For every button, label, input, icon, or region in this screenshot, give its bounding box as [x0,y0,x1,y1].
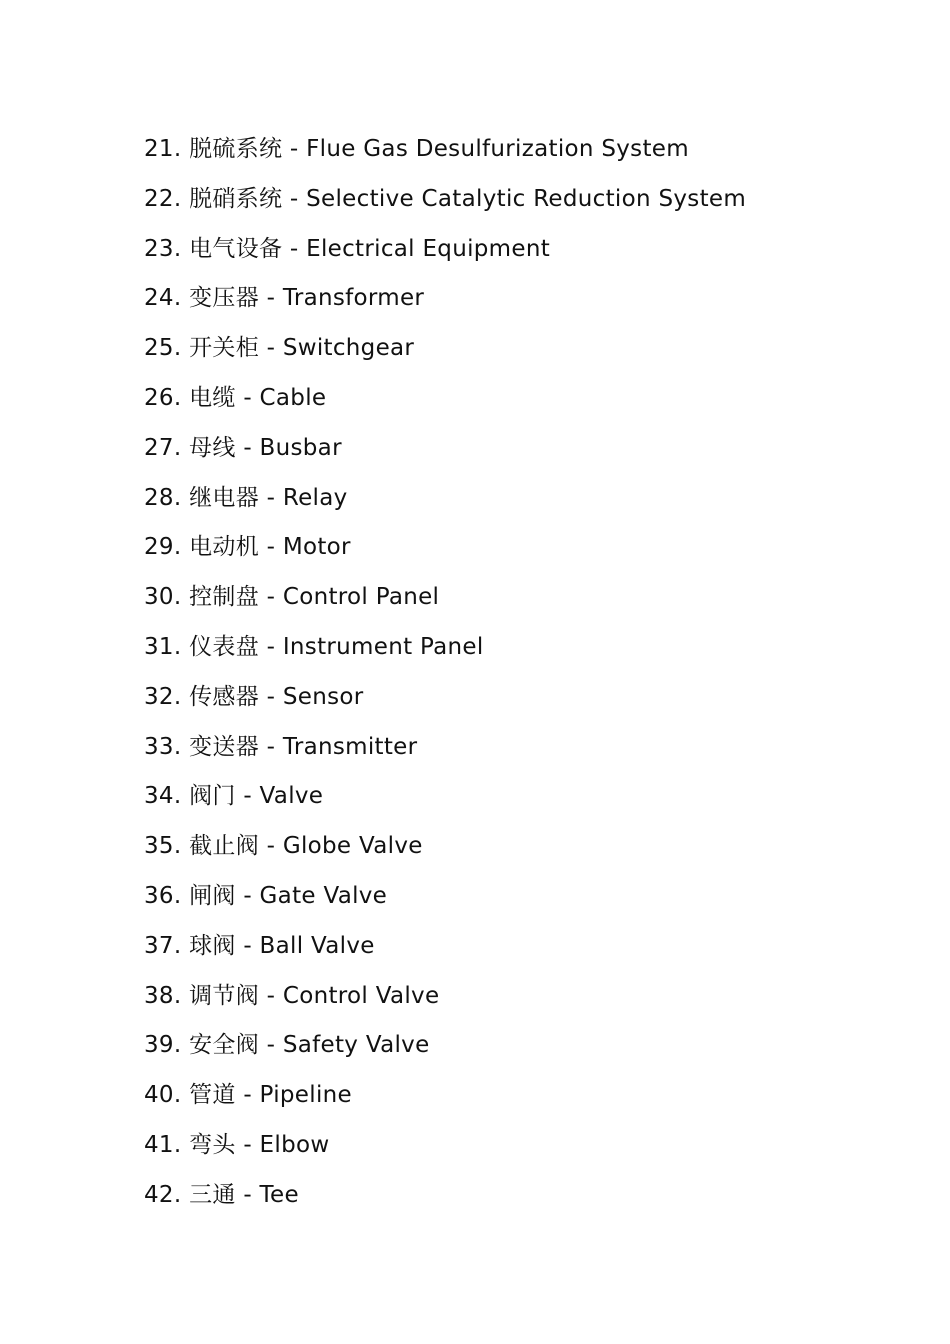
term-number: 24. [144,285,182,312]
term-separator: - [259,733,283,760]
term-english: Selective Catalytic Reduction System [306,185,747,212]
term-item [144,629,746,679]
term-separator: - [282,235,307,262]
term-chinese: 控制盘 [189,584,260,611]
term-chinese: 三通 [189,1181,236,1208]
term-item [144,778,746,828]
term-english: Busbar [259,434,342,461]
term-number: 25. [144,335,182,362]
term-number: 32. [144,683,182,710]
term-item [144,978,746,1028]
term-english: Instrument Panel [282,633,484,660]
term-chinese: 电气设备 [189,235,283,262]
term-separator: - [259,982,283,1009]
term-item [144,928,746,978]
term-number: 22. [144,185,182,212]
term-english: Switchgear [282,335,415,362]
term-english: Transformer [282,285,425,312]
term-separator: - [235,1181,260,1208]
term-chinese: 电动机 [189,534,260,561]
term-chinese: 传感器 [189,683,260,710]
term-separator: - [259,584,283,611]
term-number: 29. [144,534,182,561]
term-item [144,1027,746,1077]
term-number: 39. [144,1032,182,1059]
term-item [144,280,746,330]
term-item [144,231,746,281]
term-separator: - [259,484,283,511]
term-number: 36. [144,882,182,909]
term-english: Globe Valve [282,833,423,860]
term-chinese: 电缆 [189,384,236,411]
term-english: Flue Gas Desulfurization System [306,136,689,162]
term-number: 33. [144,733,182,760]
term-item [144,529,746,579]
term-item [144,380,746,430]
term-english: Relay [282,484,348,511]
term-english: Cable [259,384,327,411]
term-item [144,679,746,729]
term-english: Valve [259,783,324,810]
term-chinese: 球阀 [189,932,236,959]
term-item [144,1127,746,1177]
term-separator: - [235,783,260,810]
term-separator: - [235,882,260,909]
term-number: 28. [144,484,182,511]
term-item [144,430,746,480]
term-separator: - [235,932,260,959]
term-separator: - [282,136,307,162]
term-number: 30. [144,584,182,611]
term-number: 23. [144,235,182,262]
term-chinese: 继电器 [189,484,260,511]
term-item [144,181,746,231]
term-item [144,480,746,530]
term-number: 42. [144,1181,182,1208]
term-separator: - [235,384,260,411]
term-chinese: 变送器 [189,733,260,760]
term-english: Ball Valve [259,932,375,959]
term-chinese: 管道 [189,1082,236,1109]
term-item [144,330,746,380]
term-item [144,131,746,181]
term-english: Electrical Equipment [306,235,551,262]
term-number: 35. [144,833,182,860]
term-number: 38. [144,982,182,1009]
term-chinese: 安全阀 [189,1032,260,1059]
term-english: Tee [259,1181,299,1208]
term-separator: - [259,683,283,710]
term-separator: - [259,833,283,860]
term-item [144,729,746,779]
term-english: Sensor [282,683,364,710]
term-number: 21. [144,136,182,162]
term-separator: - [235,1131,260,1158]
term-item [144,579,746,629]
term-separator: - [259,335,283,362]
term-number: 31. [144,633,182,660]
term-chinese: 开关柜 [189,335,260,362]
term-number: 41. [144,1131,182,1158]
term-number: 40. [144,1082,182,1109]
term-number: 37. [144,932,182,959]
term-item [144,828,746,878]
term-english: Control Valve [282,982,440,1009]
term-separator: - [259,534,283,561]
term-english: Gate Valve [259,882,388,909]
term-number: 26. [144,384,182,411]
term-separator: - [235,434,260,461]
term-separator: - [259,1032,283,1059]
term-chinese: 仪表盘 [189,633,260,660]
term-chinese: 脱硝系统 [189,185,283,212]
term-number: 34. [144,783,182,810]
term-english: Motor [282,534,351,561]
term-chinese: 变压器 [189,285,260,312]
term-english: Control Panel [282,584,440,611]
term-chinese: 截止阀 [189,833,260,860]
term-separator: - [259,285,283,312]
term-item [144,1177,746,1227]
term-separator: - [259,633,283,660]
term-item [144,878,746,928]
term-list [144,131,746,1227]
term-separator: - [282,185,307,212]
term-english: Safety Valve [282,1032,430,1059]
term-chinese: 闸阀 [189,882,236,909]
term-chinese: 母线 [189,434,236,461]
term-chinese: 阀门 [189,783,236,810]
term-separator: - [235,1082,260,1109]
term-chinese: 弯头 [189,1131,236,1158]
term-number: 27. [144,434,182,461]
term-chinese: 调节阀 [189,982,260,1009]
term-english: Elbow [259,1131,330,1158]
term-item [144,1077,746,1127]
term-english: Transmitter [282,733,418,760]
term-chinese: 脱硫系统 [189,136,283,162]
term-english: Pipeline [259,1082,352,1109]
